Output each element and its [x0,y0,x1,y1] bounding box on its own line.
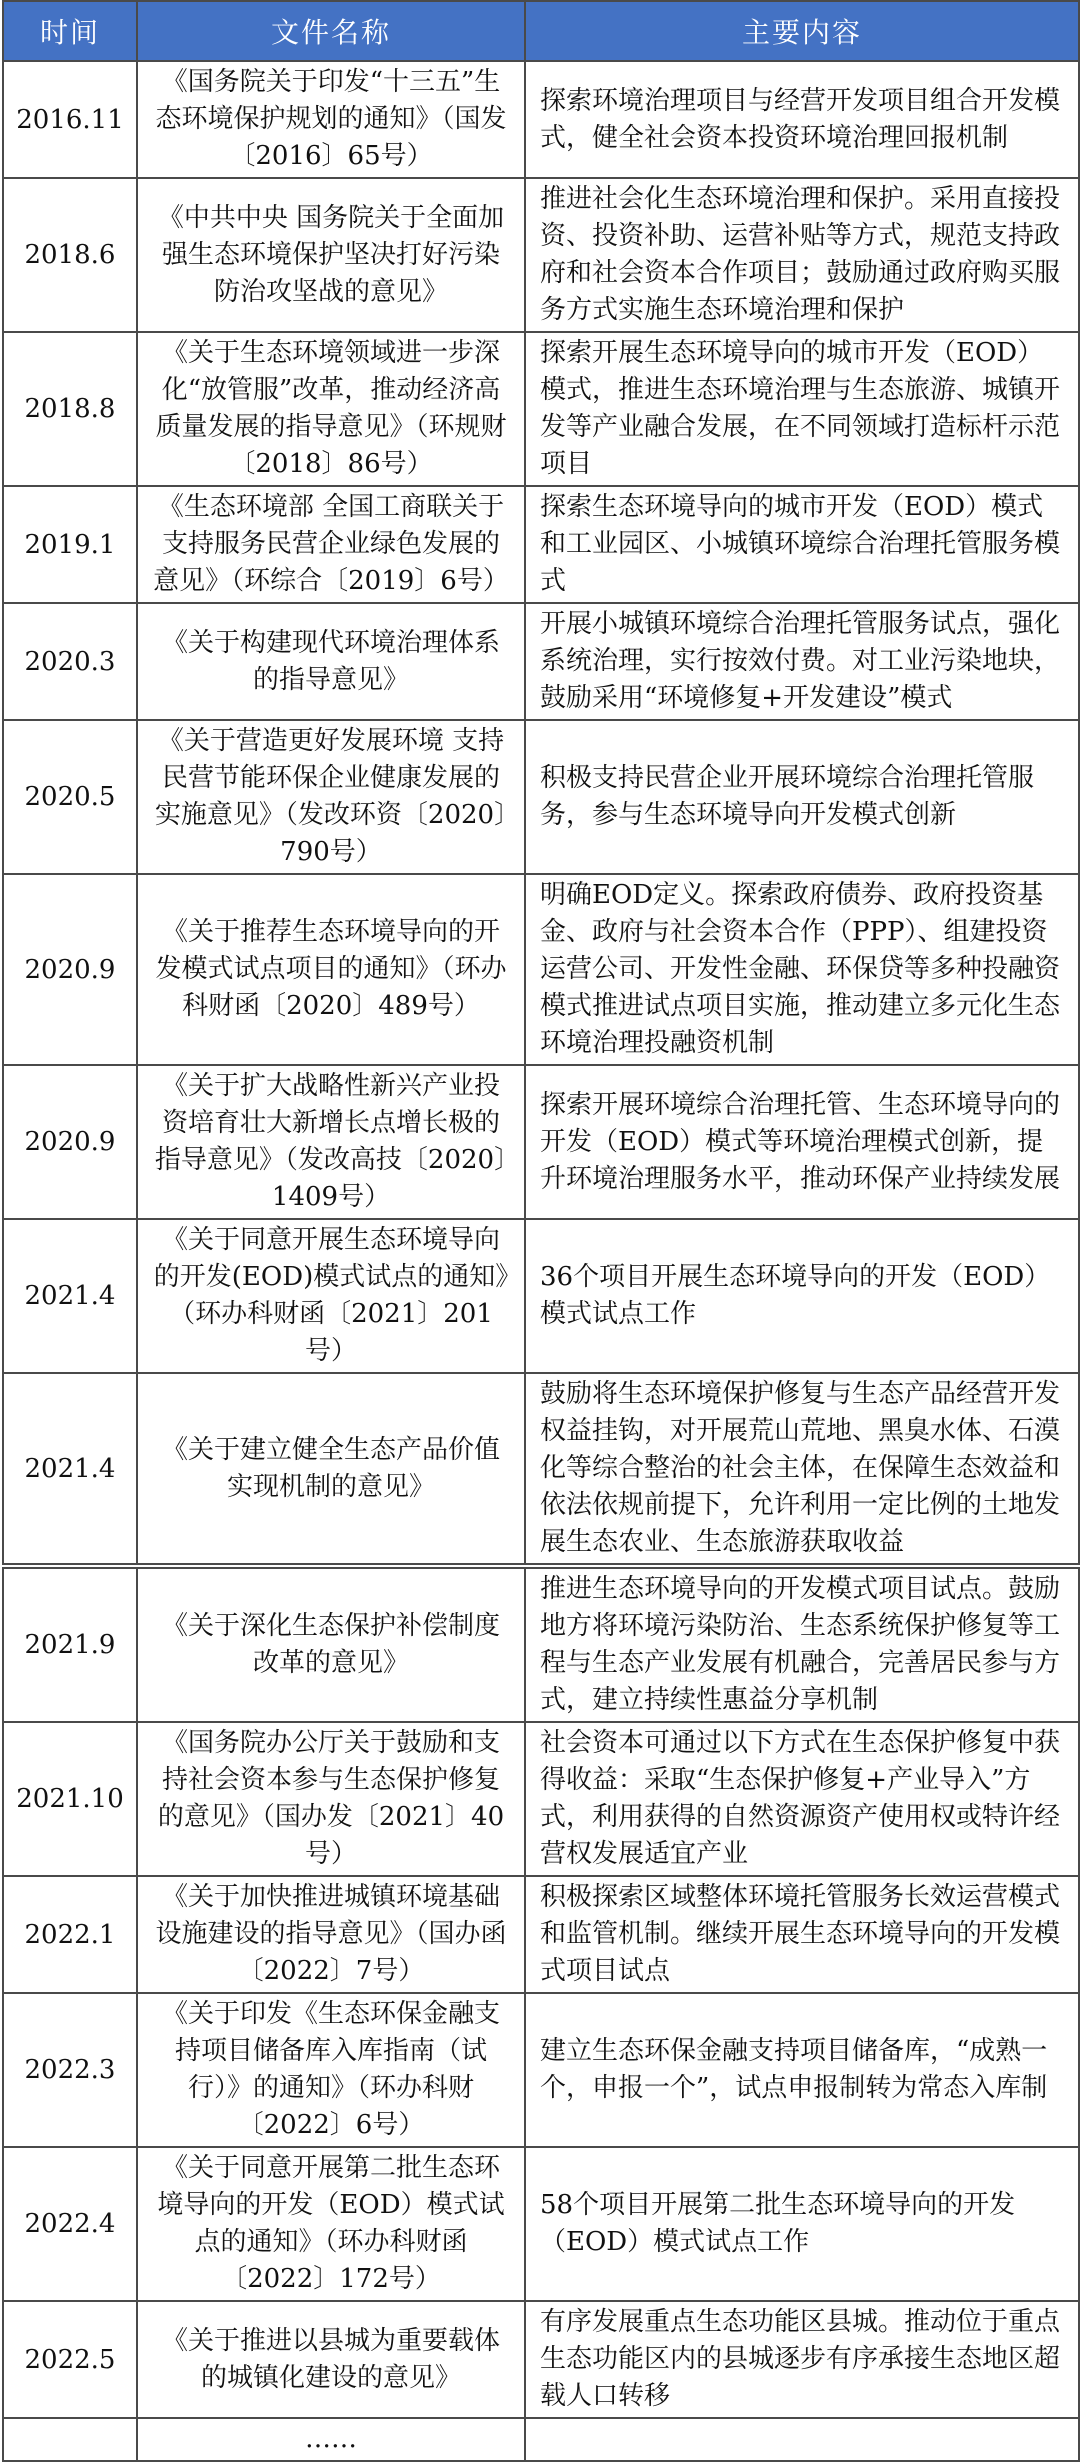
cell-content: 探索生态环境导向的城市开发（EOD）模式和工业园区、小城镇环境综合治理托管服务模式 [525,486,1079,603]
cell-title: 《关于营造更好发展环境 支持民营节能环保企业健康发展的实施意见》（发改环资〔2020〕790号） [137,720,525,874]
cell-time: 2021.4 [3,1373,137,1566]
cell-content: 积极探索区域整体环境托管服务长效运营模式和监管机制。继续开展生态环境导向的开发模式项目试点 [525,1876,1079,1993]
table-row [3,2301,1079,2418]
table-row [3,1993,1079,2147]
cell-content [525,2418,1079,2461]
cell-content: 探索环境治理项目与经营开发项目组合开发模式，健全社会资本投资环境治理回报机制 [525,61,1079,178]
table-row [3,2147,1079,2301]
cell-content: 有序发展重点生态功能区县城。推动位于重点生态功能区内的县城逐步有序承接生态地区超载人口转移 [525,2301,1079,2418]
cell-time: 2021.4 [3,1219,137,1373]
cell-time: 2020.3 [3,603,137,720]
cell-title: 《关于同意开展生态环境导向的开发(EOD)模式试点的通知》（环办科财函〔2021〕201号） [137,1219,525,1373]
table-row [3,1722,1079,1876]
cell-time: 2022.3 [3,1993,137,2147]
cell-title: 《关于印发《生态环保金融支持项目储备库入库指南（试行）》的通知》（环办科财〔2022〕6号） [137,1993,525,2147]
cell-content: 推进社会化生态环境治理和保护。采用直接投资、投资补助、运营补贴等方式，规范支持政府和社会资本合作项目；鼓励通过政府购买服务方式实施生态环境治理和保护 [525,178,1079,332]
cell-title: 《关于推荐生态环境导向的开发模式试点项目的通知》（环办科财函〔2020〕489号） [137,874,525,1065]
cell-time: 2018.8 [3,332,137,486]
cell-time: 2018.6 [3,178,137,332]
cell-content: 开展小城镇环境综合治理托管服务试点，强化系统治理，实行按效付费。对工业污染地块，鼓励采用“环境修复+开发建设”模式 [525,603,1079,720]
cell-time [3,2418,137,2461]
cell-title: 《国务院关于印发“十三五”生态环境保护规划的通知》（国发〔2016〕65号） [137,61,525,178]
table-row [3,720,1079,874]
cell-time: 2016.11 [3,61,137,178]
table-row [3,1065,1079,1219]
cell-time: 2022.1 [3,1876,137,1993]
cell-title: 《关于深化生态保护补偿制度改革的意见》 [137,1566,525,1722]
cell-content: 推进生态环境导向的开发模式项目试点。鼓励地方将环境污染防治、生态系统保护修复等工程与生态产业发展有机融合，完善居民参与方式，建立持续性惠益分享机制 [525,1566,1079,1722]
cell-time: 2022.4 [3,2147,137,2301]
cell-content: 明确EOD定义。探索政府债券、政府投资基金、政府与社会资本合作（PPP）、组建投资运营公司、开发性金融、环保贷等多种投融资模式推进试点项目实施，推动建立多元化生态环境治理投融资机制 [525,874,1079,1065]
cell-content: 积极支持民营企业开展环境综合治理托管服务，参与生态环境导向开发模式创新 [525,720,1079,874]
cell-content: 建立生态环保金融支持项目储备库，“成熟一个，申报一个”，试点申报制转为常态入库制 [525,1993,1079,2147]
cell-title: 《国务院办公厅关于鼓励和支持社会资本参与生态保护修复的意见》（国办发〔2021〕40号） [137,1722,525,1876]
cell-content: 36个项目开展生态环境导向的开发（EOD）模式试点工作 [525,1219,1079,1373]
table-row [3,61,1079,178]
cell-title: 《中共中央 国务院关于全面加强生态环境保护坚决打好污染防治攻坚战的意见》 [137,178,525,332]
cell-time: 2022.5 [3,2301,137,2418]
cell-title: 《关于加快推进城镇环境基础设施建设的指导意见》（国办函〔2022〕7号） [137,1876,525,1993]
table-row [3,1219,1079,1373]
cell-title: 《关于构建现代环境治理体系的指导意见》 [137,603,525,720]
table-row [3,874,1079,1065]
table-row [3,2418,1079,2461]
table-row [3,1566,1079,1722]
cell-title: 《关于扩大战略性新兴产业投资培育壮大新增长点增长极的指导意见》（发改高技〔2020〕1409号） [137,1065,525,1219]
table-row [3,332,1079,486]
cell-content: 探索开展环境综合治理托管、生态环境导向的开发（EOD）模式等环境治理模式创新，提升环境治理服务水平，推动环保产业持续发展 [525,1065,1079,1219]
header-time: 时间 [3,1,137,61]
table-row [3,178,1079,332]
cell-content: 58个项目开展第二批生态环境导向的开发（EOD）模式试点工作 [525,2147,1079,2301]
header-content: 主要内容 [525,1,1079,61]
cell-time: 2021.9 [3,1566,137,1722]
cell-title: 《生态环境部 全国工商联关于支持服务民营企业绿色发展的意见》（环综合〔2019〕6号） [137,486,525,603]
cell-title: 《关于推进以县城为重要载体的城镇化建设的意见》 [137,2301,525,2418]
cell-time: 2020.5 [3,720,137,874]
cell-title: …… [137,2418,525,2461]
cell-time: 2021.10 [3,1722,137,1876]
table-body [3,61,1079,2461]
header-title: 文件名称 [137,1,525,61]
cell-title: 《关于同意开展第二批生态环境导向的开发（EOD）模式试点的通知》（环办科财函〔2022〕172号） [137,2147,525,2301]
cell-content: 鼓励将生态环境保护修复与生态产品经营开发权益挂钩，对开展荒山荒地、黑臭水体、石漠化等综合整治的社会主体，在保障生态效益和依法依规前提下，允许利用一定比例的土地发展生态农业、生态旅游获取收益 [525,1373,1079,1566]
cell-title: 《关于生态环境领域进一步深化“放管服”改革，推动经济高质量发展的指导意见》（环规财〔2018〕86号） [137,332,525,486]
cell-content: 社会资本可通过以下方式在生态保护修复中获得收益：采取“生态保护修复+产业导入”方式，利用获得的自然资源资产使用权或特许经营权发展适宜产业 [525,1722,1079,1876]
table-row [3,1373,1079,1566]
policy-table [2,0,1080,2462]
cell-title: 《关于建立健全生态产品价值实现机制的意见》 [137,1373,525,1566]
table-row [3,603,1079,720]
cell-content: 探索开展生态环境导向的城市开发（EOD）模式，推进生态环境治理与生态旅游、城镇开发等产业融合发展，在不同领域打造标杆示范项目 [525,332,1079,486]
table-header [3,1,1079,61]
cell-time: 2020.9 [3,874,137,1065]
cell-time: 2019.1 [3,486,137,603]
table-row [3,486,1079,603]
table-row [3,1876,1079,1993]
cell-time: 2020.9 [3,1065,137,1219]
header-row [3,1,1079,61]
